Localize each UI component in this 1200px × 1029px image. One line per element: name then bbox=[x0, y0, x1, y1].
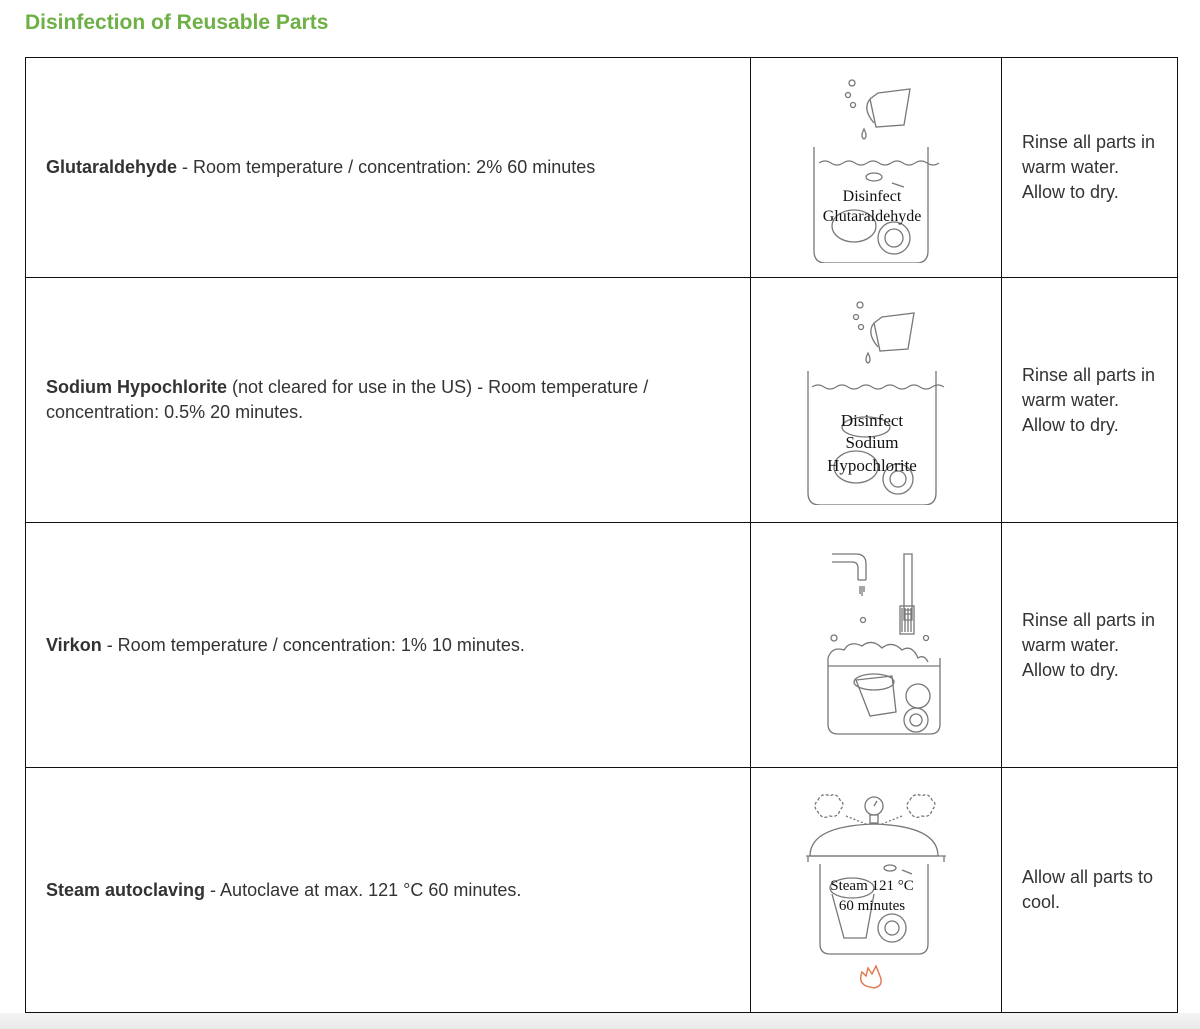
illustration-label-line2: Sodium bbox=[845, 433, 899, 452]
illustration-label-line1: Steam 121 °C bbox=[830, 878, 914, 894]
method-cell bbox=[26, 523, 751, 768]
chemical-bath-icon bbox=[806, 73, 946, 263]
method-details: - Room temperature / concentration: 1% 10 minutes. bbox=[101, 634, 525, 655]
steam-autoclave-icon bbox=[806, 790, 946, 990]
method-name: Sodium Hypochlorite bbox=[46, 377, 228, 397]
illustration-label-line1: Disinfect bbox=[840, 411, 904, 430]
table-row bbox=[26, 58, 1178, 278]
method-details: - Autoclave at max. 121 °C 60 minutes. bbox=[205, 879, 522, 900]
method-name: Steam autoclaving bbox=[46, 879, 206, 900]
illustration-cell bbox=[751, 523, 1002, 768]
disinfection-table bbox=[25, 57, 1178, 1013]
page-title: Disinfection of Reusable Parts bbox=[25, 11, 329, 34]
table-row bbox=[26, 278, 1178, 523]
illustration-cell bbox=[751, 768, 1002, 1013]
illustration-label-line1: Disinfect bbox=[842, 187, 902, 205]
after-care-cell: Rinse all parts in warm water. Allow to dry. bbox=[1002, 523, 1178, 768]
method-name: Virkon bbox=[46, 634, 102, 655]
bottom-shade bbox=[0, 1013, 1200, 1029]
chemical-bath-icon bbox=[806, 295, 946, 505]
wash-and-brush-icon bbox=[806, 550, 946, 740]
illustration-label-line2: 60 minutes bbox=[838, 898, 906, 914]
method-name: Glutaraldehyde bbox=[46, 157, 178, 177]
illustration-label-line2: Glutaraldehyde bbox=[822, 207, 922, 225]
method-cell bbox=[26, 768, 751, 1013]
after-care-cell: Rinse all parts in warm water. Allow to dry. bbox=[1002, 278, 1178, 523]
flame-icon bbox=[861, 966, 881, 988]
illustration-cell bbox=[751, 278, 1002, 523]
method-cell bbox=[26, 278, 751, 523]
method-details: - Room temperature / concentration: 2% 60 minutes bbox=[177, 157, 596, 177]
after-care-cell: Rinse all parts in warm water. Allow to dry. bbox=[1002, 58, 1178, 278]
table-row bbox=[26, 768, 1178, 1013]
illustration-label-line3: Hypochlorite bbox=[827, 456, 917, 475]
illustration-cell bbox=[751, 58, 1002, 278]
after-care-cell: Allow all parts to cool. bbox=[1002, 768, 1178, 1013]
method-cell bbox=[26, 58, 751, 278]
method-details: (not cleared for use in the US) - Room temperature / concentration: 0.5% 20 minutes. bbox=[46, 377, 649, 422]
table-row bbox=[26, 523, 1178, 768]
